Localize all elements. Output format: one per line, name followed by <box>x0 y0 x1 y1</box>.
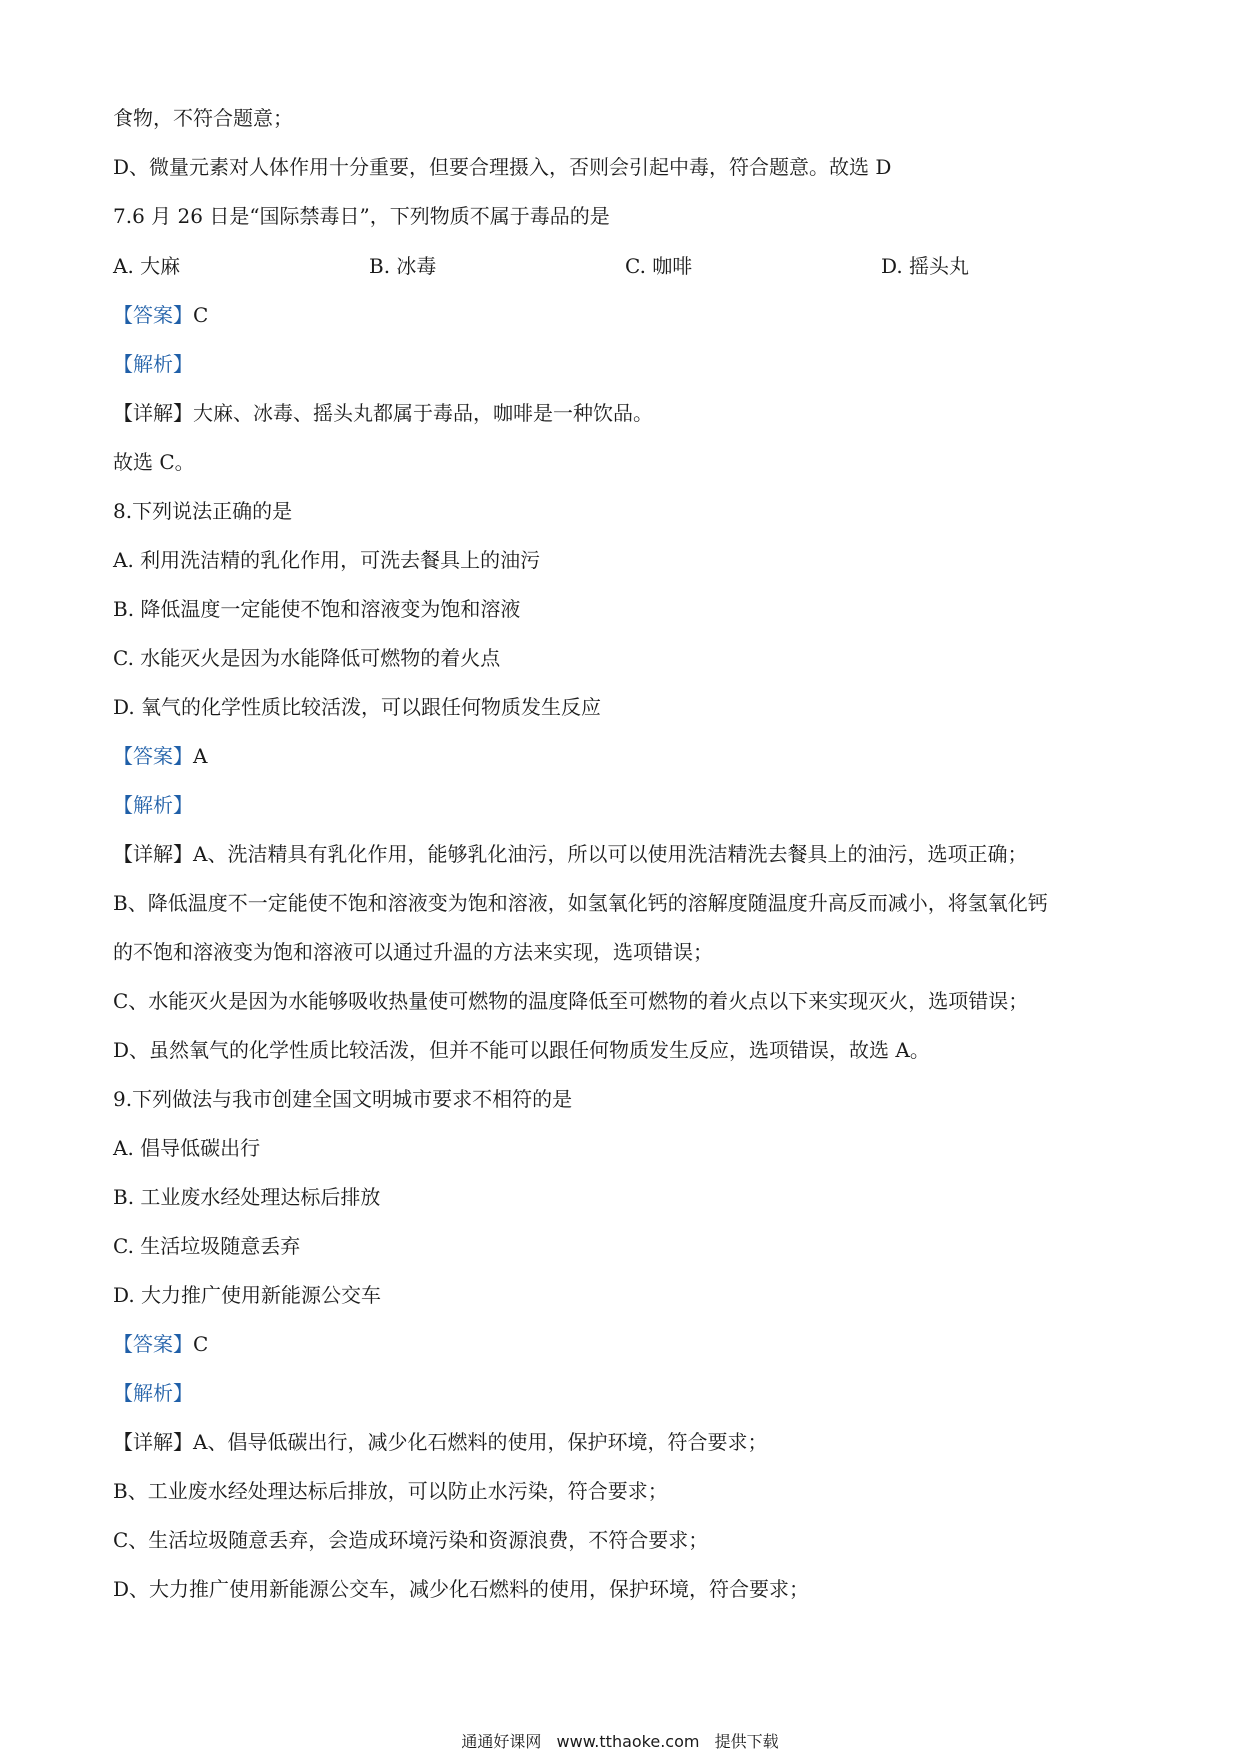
footer-site-name: 通通好课网 <box>461 1732 542 1751</box>
answer-line <box>113 1330 208 1358</box>
detail-tag: 【详解】 <box>113 401 193 425</box>
question-8-option-d: D. 氧气的化学性质比较活泼，可以跟任何物质发生反应 <box>113 695 602 719</box>
text-line: 食物，不符合题意； <box>113 106 293 130</box>
question-9-option-b: B. 工业废水经处理达标后排放 <box>113 1185 381 1209</box>
detail-line: D、虽然氧气的化学性质比较活泼，但并不能可以跟任何物质发生反应，选项错误，故选 A。 <box>113 1038 930 1062</box>
answer-tag: 【答案】 <box>113 744 193 768</box>
option-b: B. 冰毒 <box>369 254 437 278</box>
detail-text: A、洗洁精具有乳化作用，能够乳化油污，所以可以使用洗洁精洗去餐具上的油污，选项正确； <box>193 842 1028 866</box>
option-d: D. 摇头丸 <box>881 254 970 278</box>
detail-line: B、工业废水经处理达标后排放，可以防止水污染，符合要求； <box>113 1479 668 1503</box>
answer-line <box>113 742 207 770</box>
detail-text: A、倡导低碳出行，减少化石燃料的使用，保护环境，符合要求； <box>193 1430 768 1454</box>
text-line: D、微量元素对人体作用十分重要，但要合理摄入，否则会引起中毒，符合题意。故选 D <box>113 155 892 179</box>
detail-line <box>113 1428 767 1456</box>
analysis-tag: 【解析】 <box>113 793 193 817</box>
question-8-option-b: B. 降低温度一定能使不饱和溶液变为饱和溶液 <box>113 597 521 621</box>
option-c: C. 咖啡 <box>625 254 693 278</box>
question-8-option-a: A. 利用洗洁精的乳化作用，可洗去餐具上的油污 <box>113 548 541 572</box>
detail-line: C、水能灭火是因为水能够吸收热量使可燃物的温度降低至可燃物的着火点以下来实现灭火，选项错误； <box>113 989 1029 1013</box>
option-a: A. 大麻 <box>113 254 181 278</box>
question-9-title: 9.下列做法与我市创建全国文明城市要求不相符的是 <box>113 1087 573 1111</box>
detail-line <box>113 840 1027 868</box>
detail-line: 的不饱和溶液变为饱和溶液可以通过升温的方法来实现，选项错误； <box>113 940 713 964</box>
detail-line: D、大力推广使用新能源公交车，减少化石燃料的使用，保护环境，符合要求； <box>113 1577 810 1601</box>
answer-tag: 【答案】 <box>113 1332 193 1356</box>
detail-tag: 【详解】 <box>113 842 193 866</box>
page-footer <box>0 1732 1240 1752</box>
answer-line <box>113 301 208 329</box>
footer-url-link[interactable]: www.tthaoke.com <box>556 1732 700 1751</box>
answer-value: A <box>193 744 208 768</box>
detail-line <box>113 399 653 427</box>
question-7-options <box>113 252 1123 280</box>
footer-suffix: 提供下载 <box>714 1732 779 1751</box>
detail-line: B、降低温度不一定能使不饱和溶液变为饱和溶液，如氢氧化钙的溶解度随温度升高反而减小，将氢氧化钙 <box>113 891 1048 915</box>
answer-tag: 【答案】 <box>113 303 193 327</box>
question-9-option-c: C. 生活垃圾随意丢弃 <box>113 1234 301 1258</box>
conclusion-line: 故选 C。 <box>113 450 195 474</box>
question-8-option-c: C. 水能灭火是因为水能降低可燃物的着火点 <box>113 646 501 670</box>
detail-line: C、生活垃圾随意丢弃，会造成环境污染和资源浪费，不符合要求； <box>113 1528 709 1552</box>
detail-tag: 【详解】 <box>113 1430 193 1454</box>
question-9-option-d: D. 大力推广使用新能源公交车 <box>113 1283 382 1307</box>
analysis-tag: 【解析】 <box>113 352 193 376</box>
question-7-title: 7.6 月 26 日是“国际禁毒日”，下列物质不属于毒品的是 <box>113 204 610 228</box>
answer-value: C <box>193 1332 209 1356</box>
analysis-tag: 【解析】 <box>113 1381 193 1405</box>
question-8-title: 8.下列说法正确的是 <box>113 499 293 523</box>
detail-text: 大麻、冰毒、摇头丸都属于毒品，咖啡是一种饮品。 <box>193 401 653 425</box>
question-9-option-a: A. 倡导低碳出行 <box>113 1136 261 1160</box>
answer-value: C <box>193 303 209 327</box>
